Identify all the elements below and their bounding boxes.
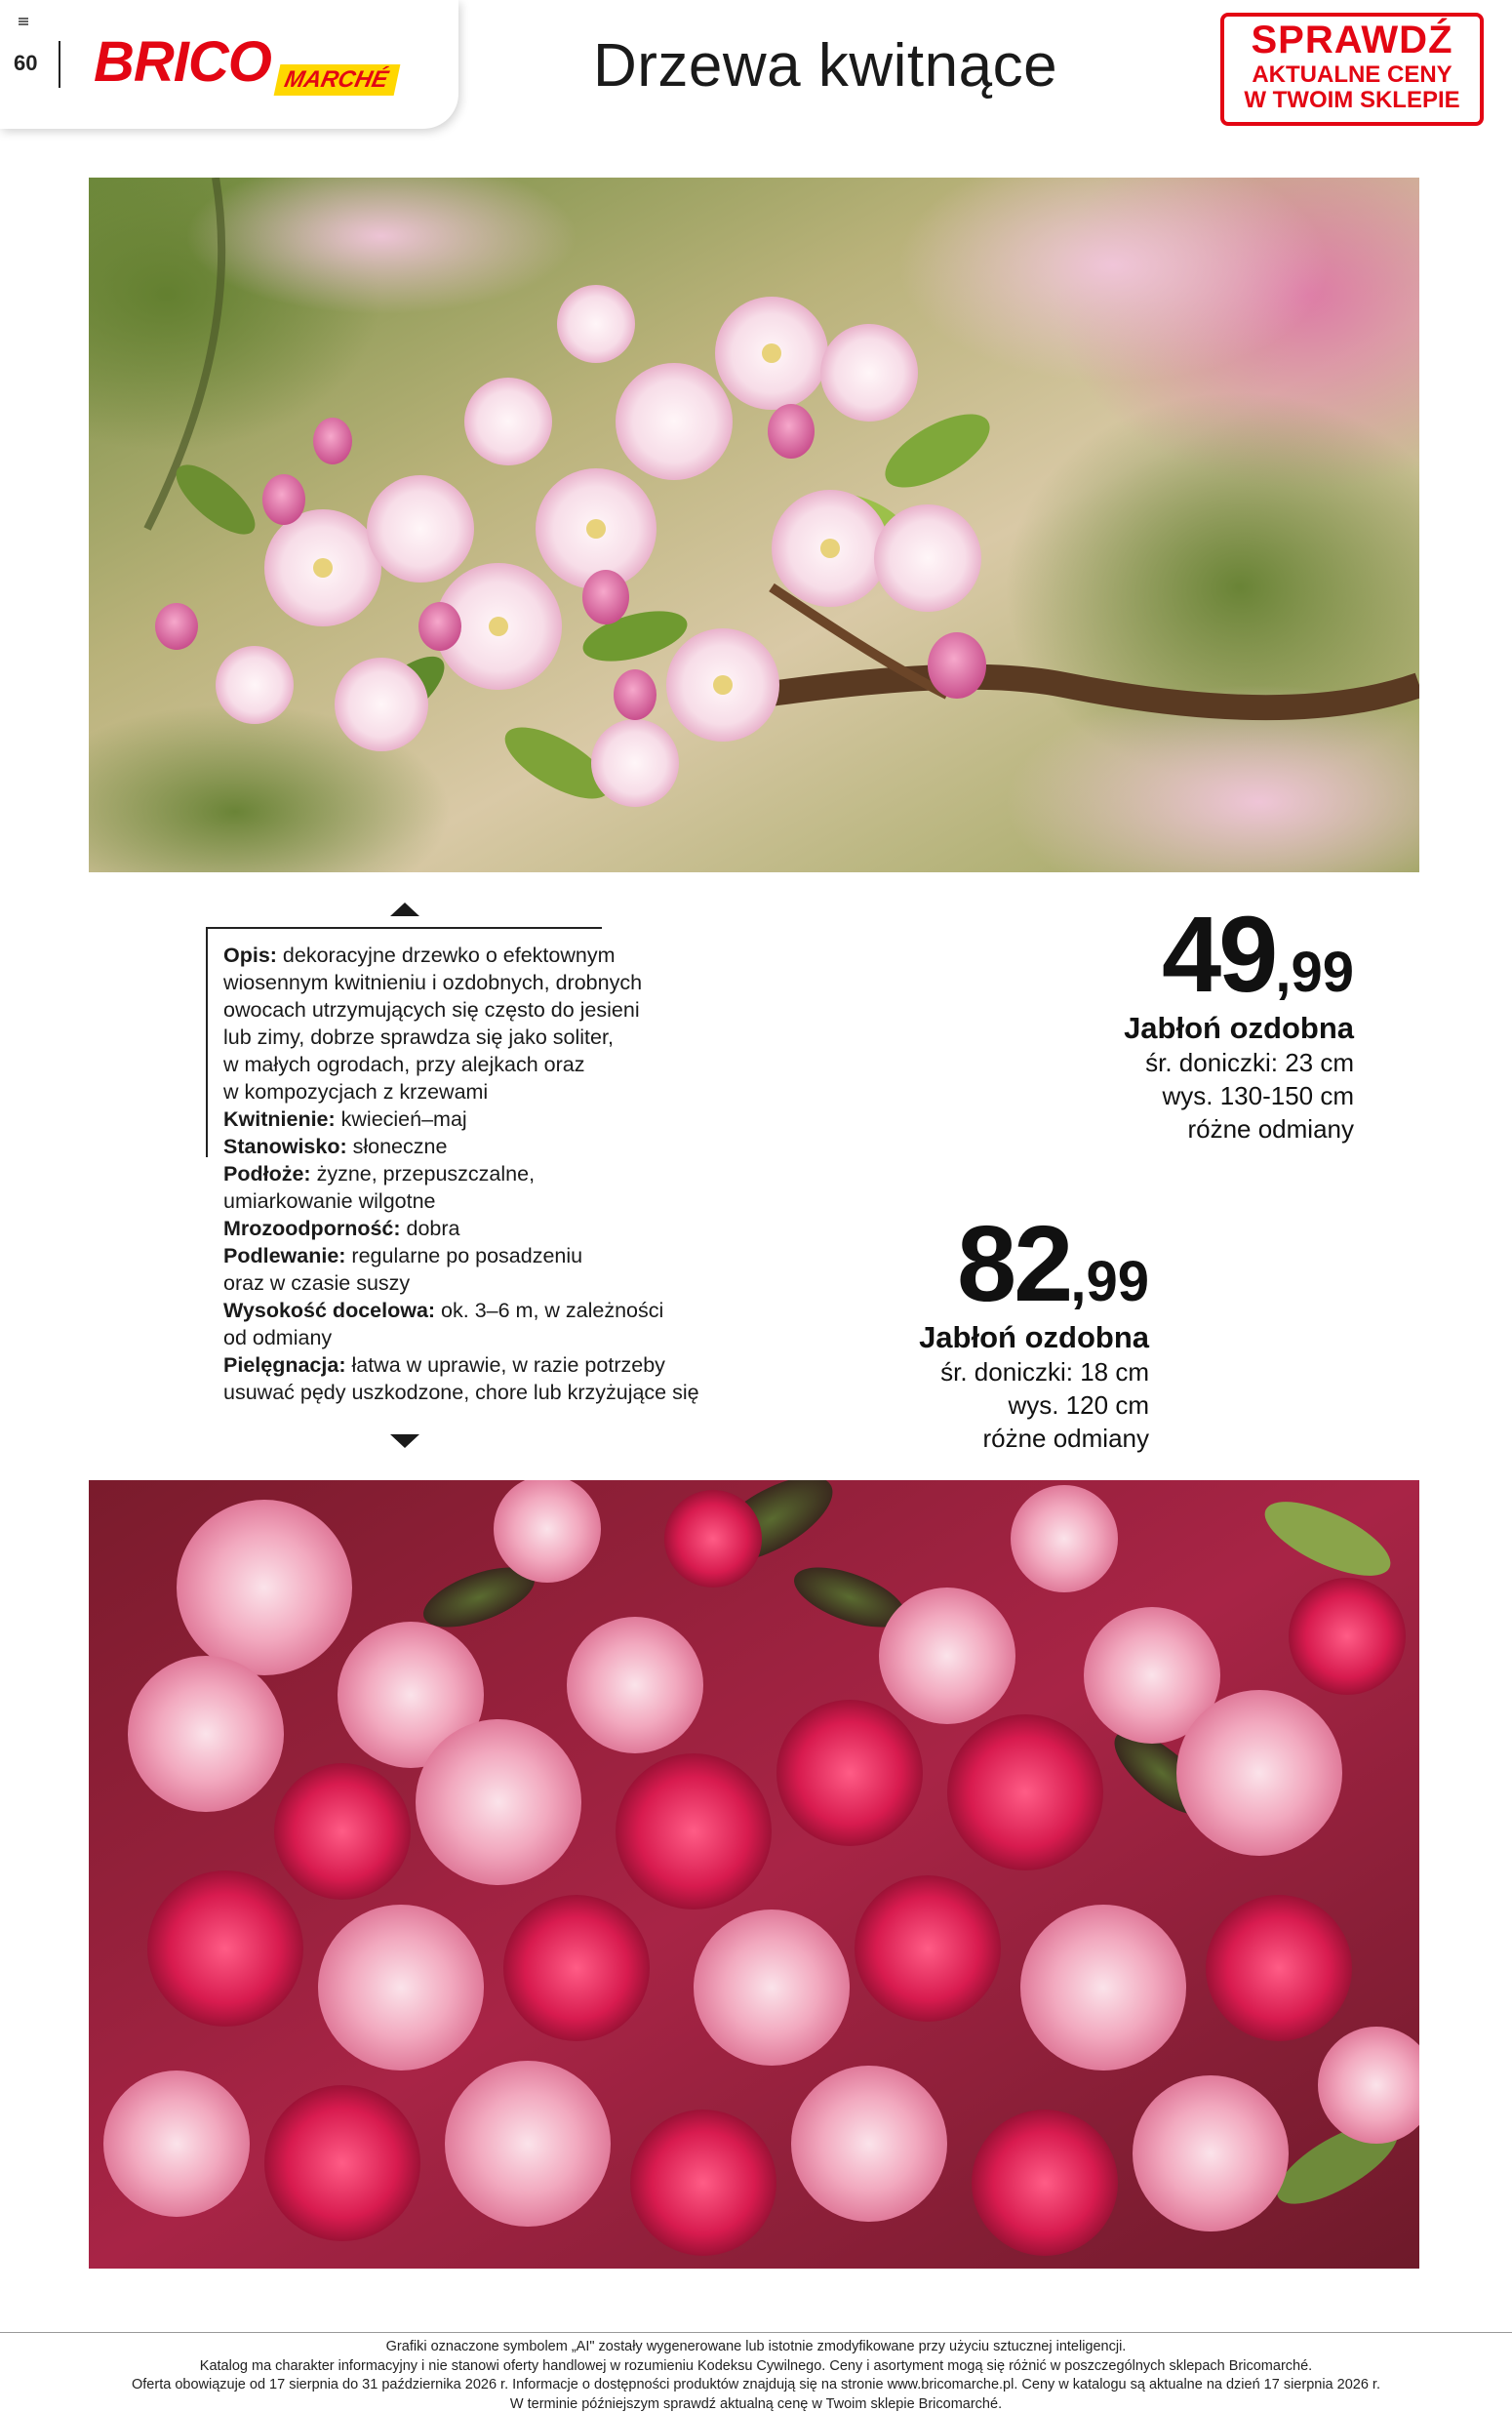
footer-line: Grafiki oznaczone symbolem „AI" zostały wygenerowane lub istotnie zmodyfikowane przy użyciu sztucznej inteligencji. [385, 2339, 1127, 2354]
page-number: 60 [14, 51, 38, 75]
desc-text: umiarkowanie wilgotne [223, 1189, 436, 1213]
photo-blossom-red [89, 1480, 1419, 2269]
footer-line: Oferta obowiązuje od 17 sierpnia do 31 października 2026 r. Informacje o dostępności produktów znajdują się na stronie www.bricomarche.pl. Ceny w katalogu są aktualne na dzień 17 sierpnia 2026 r. [132, 2377, 1380, 2392]
price-decimal: 99 [1086, 1250, 1149, 1313]
desc-frame-top [206, 927, 602, 929]
header-tab [0, 0, 458, 129]
desc-label: Opis: [223, 944, 277, 967]
desc-line [223, 1269, 770, 1297]
price-separator: , [1070, 1250, 1087, 1313]
desc-line [223, 996, 770, 1024]
desc-text: od odmiany [223, 1326, 333, 1349]
desc-label: Podłoże: [223, 1162, 311, 1186]
footer-line: Katalog ma charakter informacyjny i nie stanowi oferty handlowej w rozumieniu Kodeksu Cywilnego. Ceny i asortyment mogą się różnić w poszczególnych sklepach Bricomarché. [199, 2357, 1313, 2374]
desc-text: dobra [400, 1217, 460, 1240]
desc-line [223, 1160, 770, 1187]
desc-line [223, 942, 770, 969]
header-divider [59, 41, 60, 88]
product-offer-1[interactable] [944, 895, 1354, 1146]
desc-text: ok. 3–6 m, w zależności [435, 1299, 664, 1322]
desc-text: oraz w czasie suszy [223, 1271, 411, 1295]
desc-line [223, 1242, 770, 1269]
desc-line [223, 1024, 770, 1051]
desc-label: Stanowisko: [223, 1135, 347, 1158]
product-variants: różne odmiany [982, 1424, 1149, 1453]
product-pot-size: śr. doniczki: 18 cm [940, 1357, 1149, 1387]
desc-label: Mrozoodporność: [223, 1217, 401, 1240]
logo-brico-text: BRICO [94, 30, 271, 94]
desc-text: łatwa w uprawie, w razie potrzeby [345, 1353, 665, 1377]
desc-text: owocach utrzymujących się często do jesieni [223, 998, 640, 1022]
scroll-up-arrow-icon[interactable] [390, 903, 419, 916]
brand-logo[interactable] [94, 30, 406, 96]
badge-line-3: W TWOIM SKLEPIE [1244, 87, 1460, 113]
desc-text: dekoracyjne drzewko o efektownym [276, 944, 616, 967]
desc-text: usuwać pędy uszkodzone, chore lub krzyżujące się [223, 1381, 699, 1404]
desc-label: Kwitnienie: [223, 1107, 336, 1131]
desc-text: w małych ogrodach, przy alejkach oraz [223, 1053, 585, 1076]
desc-text: wiosennym kwitnieniu i ozdobnych, drobnych [223, 971, 643, 994]
desc-label: Podlewanie: [223, 1244, 346, 1267]
product-height: wys. 130-150 cm [1162, 1081, 1354, 1110]
legal-footer [0, 2338, 1512, 2412]
desc-text: żyzne, przepuszczalne, [310, 1162, 536, 1186]
price-integer: 82 [957, 1204, 1071, 1324]
scroll-down-arrow-icon[interactable] [390, 1434, 419, 1448]
desc-line [223, 1187, 770, 1215]
price-integer: 49 [1162, 895, 1276, 1015]
desc-line [223, 1297, 770, 1324]
logo-marche-text: MARCHÉ [274, 64, 401, 96]
desc-label: Pielęgnacja: [223, 1353, 346, 1377]
desc-frame-left [206, 927, 208, 1157]
desc-text: regularne po posadzeniu [345, 1244, 583, 1267]
menu-icon[interactable] [19, 18, 28, 26]
desc-line [223, 1106, 770, 1133]
product-name: Jabłoń ozdobna [1124, 1011, 1354, 1045]
product-height: wys. 120 cm [1008, 1390, 1149, 1420]
desc-text: słoneczne [346, 1135, 448, 1158]
page-title: Drzewa kwitnące [593, 32, 1058, 100]
desc-line [223, 1078, 770, 1106]
desc-line [223, 1379, 770, 1406]
desc-text: kwiecień–maj [335, 1107, 467, 1131]
price-tag [739, 1204, 1149, 1324]
desc-text: w kompozycjach z krzewami [223, 1080, 489, 1104]
desc-text: lub zimy, dobrze sprawdza się jako soliter, [223, 1025, 614, 1049]
product-description [223, 942, 770, 1406]
desc-label: Wysokość docelowa: [223, 1299, 436, 1322]
product-name: Jabłoń ozdobna [919, 1320, 1149, 1354]
check-prices-badge [1220, 13, 1484, 126]
desc-line [223, 1324, 770, 1351]
badge-line-2: AKTUALNE CENY [1252, 61, 1452, 88]
price-tag [944, 895, 1354, 1015]
desc-line [223, 1051, 770, 1078]
badge-line-1: SPRAWDŹ [1251, 19, 1453, 61]
footer-divider [0, 2332, 1512, 2333]
footer-line: W terminie późniejszym sprawdź aktualną cenę w Twoim sklepie Bricomarché. [509, 2395, 1003, 2412]
desc-line [223, 1351, 770, 1379]
photo-blossom-pale [89, 178, 1419, 872]
price-separator: , [1275, 941, 1292, 1004]
product-offer-2[interactable] [739, 1204, 1149, 1455]
desc-line [223, 969, 770, 996]
product-variants: różne odmiany [1187, 1114, 1354, 1144]
page-header [0, 0, 1512, 137]
price-decimal: 99 [1291, 941, 1354, 1004]
desc-line [223, 1215, 770, 1242]
desc-line [223, 1133, 770, 1160]
product-pot-size: śr. doniczki: 23 cm [1145, 1048, 1354, 1077]
